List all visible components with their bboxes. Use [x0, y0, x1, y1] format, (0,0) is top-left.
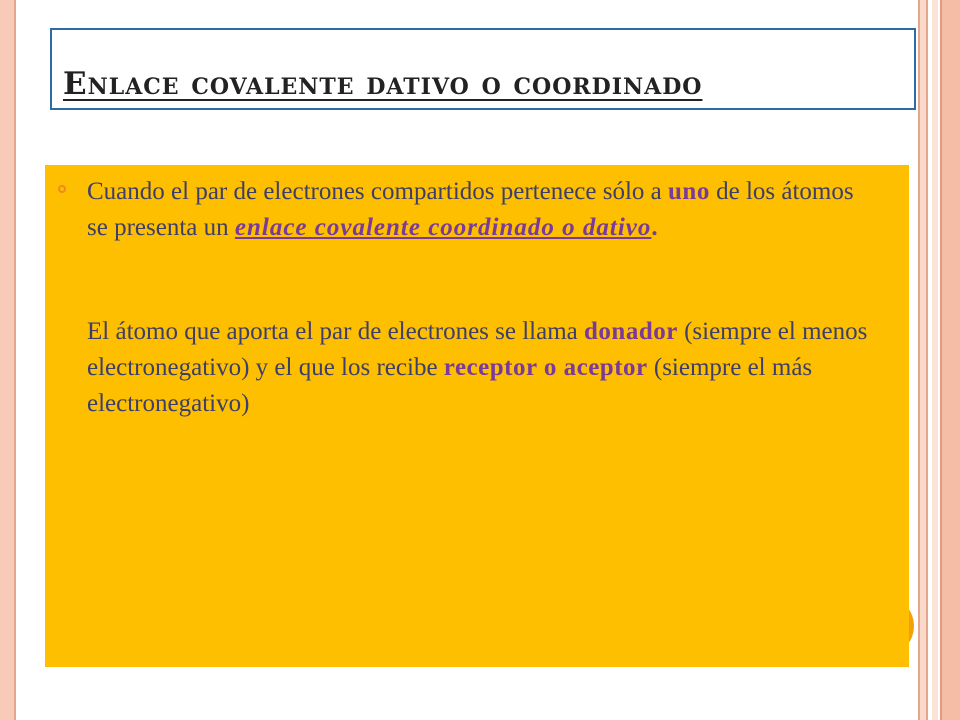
bullet-paragraph — [87, 174, 877, 246]
emphasis-enlace: enlace covalente coordinado o dativo — [234, 214, 652, 241]
bullet-end: . — [651, 214, 659, 241]
slide-title: Enlace covalente dativo o coordinado — [63, 66, 703, 102]
bullet-icon — [58, 185, 66, 193]
paragraph-text-3: (siempre el más electronegativo) — [87, 354, 813, 417]
bold-uno: uno — [668, 178, 710, 205]
title-box — [50, 28, 916, 110]
paragraph-text-1: El átomo que aporta el par de electrones se llama — [87, 318, 585, 345]
right-border-decoration — [918, 0, 960, 720]
bold-receptor: receptor o aceptor — [443, 354, 648, 381]
bold-donador: donador — [584, 318, 678, 345]
bullet-text-2: de los átomos se presenta un — [87, 178, 854, 241]
paragraph-text-2: (siempre el menos electronegativo) y el que los recibe — [87, 318, 868, 381]
body-paragraph — [87, 314, 877, 422]
bullet-text-1: Cuando el par de electrones compartidos pertenece sólo a — [87, 178, 669, 205]
left-border-decoration — [0, 0, 16, 720]
